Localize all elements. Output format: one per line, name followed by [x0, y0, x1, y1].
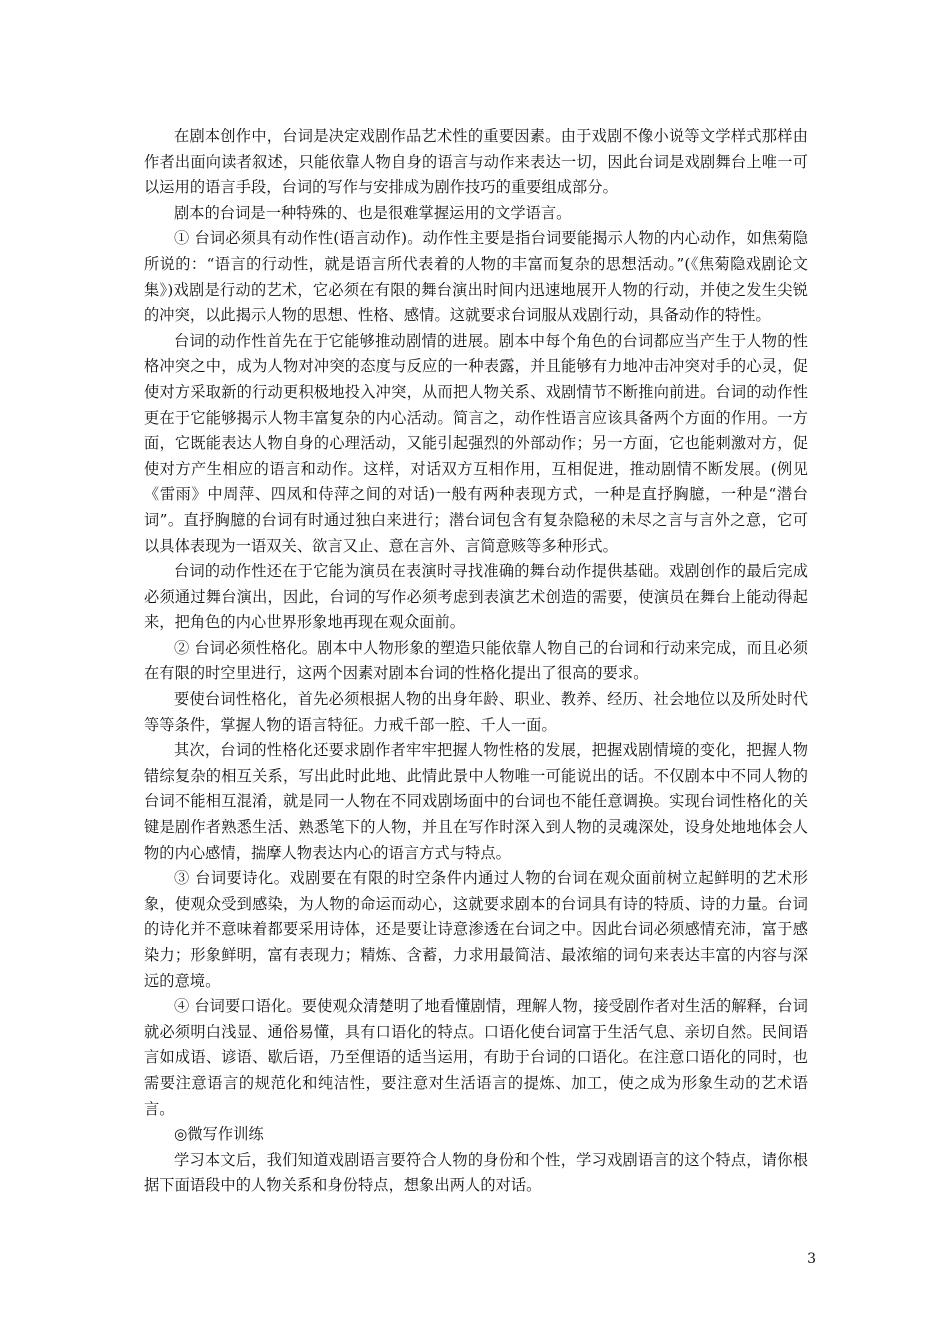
paragraph-point-3-poetic: ③ 台词要诗化。戏剧要在有限的时空条件内通过人物的台词在观众面前树立起鲜明的艺术形象，使观众受到感染，为人物的命运而动心，这就要求剧本的台词具有诗的特质、诗的力量。台词的诗化并不意味着都要采用诗体，还是要让诗意渗透在台词之中。因此台词必须感情充沛，富于感染力；形象鲜明，富有表现力；精炼、含蓄，力求用最简洁、最浓缩的词句来表达丰富的内容与深远的意境。	[144, 869, 808, 990]
paragraph-special-language: 剧本的台词是一种特殊的、也是很难掌握运用的文学语言。	[174, 203, 572, 222]
paragraph-intro: 在剧本创作中，台词是决定戏剧作品艺术性的重要因素。由于戏剧不像小说等文学样式那样由作者出面向读者叙述，只能依靠人物自身的语言与动作来表达一切，因此台词是戏剧舞台上唯一可以运用的语言手段，台词的写作与安排成为剧作技巧的重要组成部分。	[144, 127, 808, 197]
paragraph-character-second: 其次，台词的性格化还要求剧作者牢牢把握人物性格的发展，把握戏剧情境的变化，把握人物错综复杂的相互关系，写出此时此地、此情此景中人物唯一可能说出的话。不仅剧本中不同人物的台词不能相互混淆，就是同一人物在不同戏剧场面中的台词也不能任意调换。实现台词性格化的关键是剧作者熟悉生活、熟悉笔下的人物，并且在写作时深入到人物的灵魂深处，设身处地地体会人物的内心感情，揣摩人物表达内心的语言方式与特点。	[144, 741, 808, 862]
paragraph-character-first: 要使台词性格化，首先必须根据人物的出身年龄、职业、教养、经历、社会地位以及所处时代等等条件，掌握人物的语言特征。力戒千部一腔、千人一面。	[144, 690, 808, 734]
paragraph-action-plot: 台词的动作性首先在于它能够推动剧情的进展。剧本中每个角色的台词都应当产生于人物的性格冲突之中，成为人物对冲突的态度与反应的一种表露，并且能够有力地冲击冲突对手的心灵，促使对方采取新的行动更积极地投入冲突，从而把人物关系、戏剧情节不断推向前进。台词的动作性更在于它能够揭示人物丰富复杂的内心活动。简言之，动作性语言应该具备两个方面的作用。一方面，它既能表达人物自身的心理活动，又能引起强烈的外部动作；另一方面，它也能刺激对方，促使对方产生相应的语言和动作。这样，对话双方互相作用，互相促进，推动剧情不断发展。(例见《雷雨》中周萍、四凤和侍萍之间的对话)一般有两种表现方式，一种是直抒胸臆，一种是“潜台词”。直抒胸臆的台词有时通过独白来进行；潜台词包含有复杂隐秘的未尽之言与言外之意，它可以具体表现为一语双关、欲言又止、意在言外、言简意赅等多种形式。	[144, 331, 808, 555]
paragraph-point-2-character: ② 台词必须性格化。剧本中人物形象的塑造只能依靠人物自己的台词和行动来完成，而且必须在有限的时空里进行，这两个因素对剧本台词的性格化提出了很高的要求。	[144, 638, 808, 683]
body-text	[144, 124, 808, 1199]
paragraph-point-4-colloquial: ④ 台词要口语化。要使观众清楚明了地看懂剧情，理解人物，接受剧作者对生活的解释，台词就必须明白浅显、通俗易懂，具有口语化的特点。口语化使台词富于生活气息、亲切自然。民间语言如成语、谚语、歇后语，乃至俚语的适当运用，有助于台词的口语化。在注意口语化的同时，也需要注意语言的规范化和纯洁性，要注意对生活语言的提炼、加工，使之成为形象生动的艺术语言。	[144, 997, 808, 1118]
paragraph-point-1-action: ① 台词必须具有动作性(语言动作)。动作性主要是指台词要能揭示人物的内心动作，如焦菊隐所说的：“语言的行动性，就是语言所代表着的人物的丰富而复杂的思想活动。”(《焦菊隐戏剧论文集》)戏剧是行动的艺术，它必须在有限的舞台演出时间内迅速地展开人物的行动，并使之发生尖锐的冲突，以此揭示人物的思想、性格、感情。这就要求台词服从戏剧行动，具备动作的特性。	[144, 229, 808, 325]
paragraph-action-performance: 台词的动作性还在于它能为演员在表演时寻找准确的舞台动作提供基础。戏剧创作的最后完成必须通过舞台演出，因此，台词的写作必须考虑到表演艺术创造的需要，使演员在舞台上能动得起来，把角色的内心世界形象地再现在观众面前。	[144, 562, 808, 632]
section-heading-micro-writing: ◎微写作训练	[174, 1125, 264, 1144]
page-number: 3	[807, 1251, 816, 1267]
paragraph-exercise-prompt: 学习本文后，我们知道戏剧语言要符合人物的身份和个性，学习戏剧语言的这个特点，请你根据下面语段中的人物关系和身份特点，想象出两人的对话。	[144, 1150, 808, 1195]
